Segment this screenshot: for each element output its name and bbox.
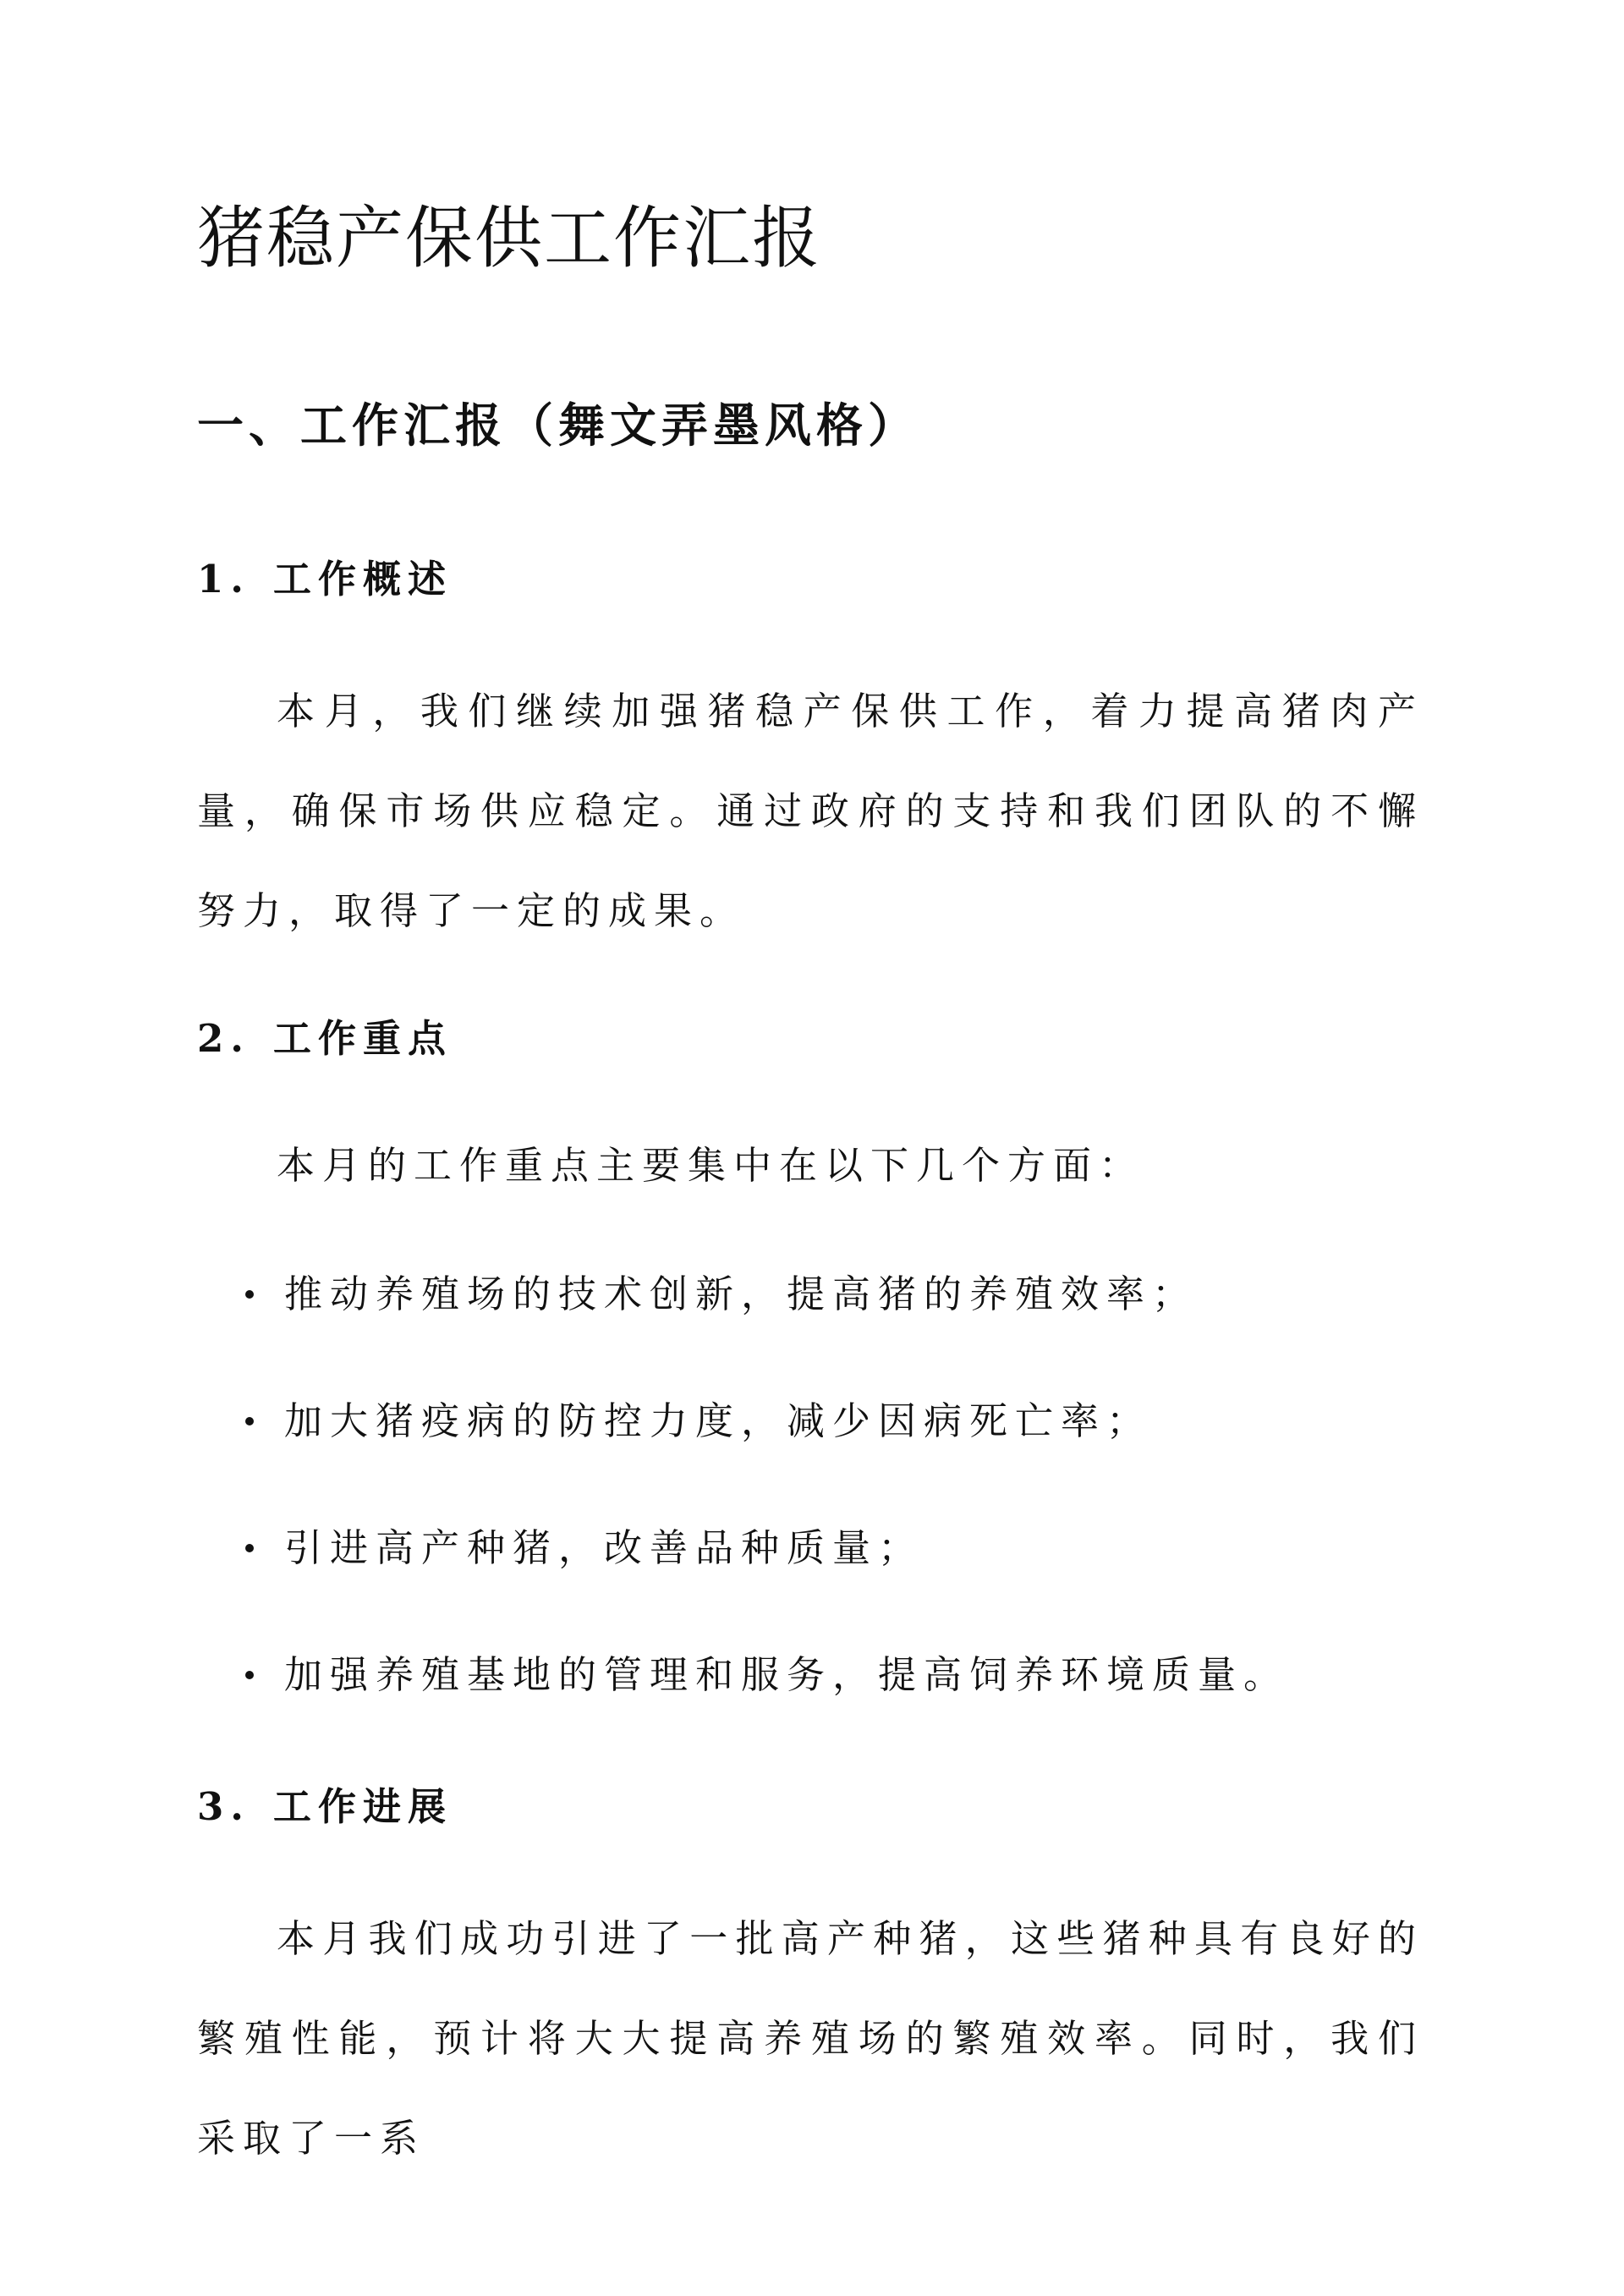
section-title: 一、工作汇报（舞文弄墨风格） (197, 398, 920, 453)
progress-paragraph: 本月我们成功引进了一批高产种猪，这些猪种具有良好的繁殖性能，预计将大大提高养殖场的繁殖效率。同时，我们采取了一系 (197, 1916, 1424, 2161)
bullet-dot-icon (245, 1544, 254, 1552)
subheading-label: 工作进展 (273, 1784, 453, 1829)
list-item-text: 引进高产种猪，改善品种质量； (284, 1525, 924, 1570)
subheading-overview (197, 554, 453, 605)
subheading-label: 工作重点 (273, 1016, 453, 1061)
list-item (245, 1523, 924, 1574)
document-title: 猪稳产保供工作汇报 (197, 199, 821, 277)
subheading-number: 2. (197, 1016, 250, 1061)
list-item-text: 加强养殖基地的管理和服务，提高饲养环境质量。 (284, 1652, 1290, 1697)
overview-paragraph: 本月，我们继续加强猪稳产保供工作，着力提高猪肉产量，确保市场供应稳定。通过政府的支持和我们团队的不懈努力，取得了一定的成果。 (197, 689, 1424, 933)
focus-intro: 本月的工作重点主要集中在以下几个方面： (277, 1143, 1145, 1188)
list-item (245, 1650, 1289, 1700)
list-item (245, 1269, 1198, 1320)
subheading-number: 1. (197, 557, 250, 601)
subheading-label: 工作概述 (273, 557, 453, 601)
bullet-dot-icon (245, 1417, 254, 1425)
bullet-dot-icon (245, 1671, 254, 1679)
subheading-focus (197, 1013, 453, 1064)
list-item (245, 1396, 1152, 1447)
subheading-number: 3. (197, 1784, 250, 1829)
list-item-text: 推动养殖场的技术创新，提高猪的养殖效率； (284, 1272, 1199, 1316)
bullet-dot-icon (245, 1290, 254, 1299)
list-item-text: 加大猪疫病的防控力度，减少因病死亡率； (284, 1398, 1153, 1443)
subheading-progress (197, 1782, 453, 1832)
